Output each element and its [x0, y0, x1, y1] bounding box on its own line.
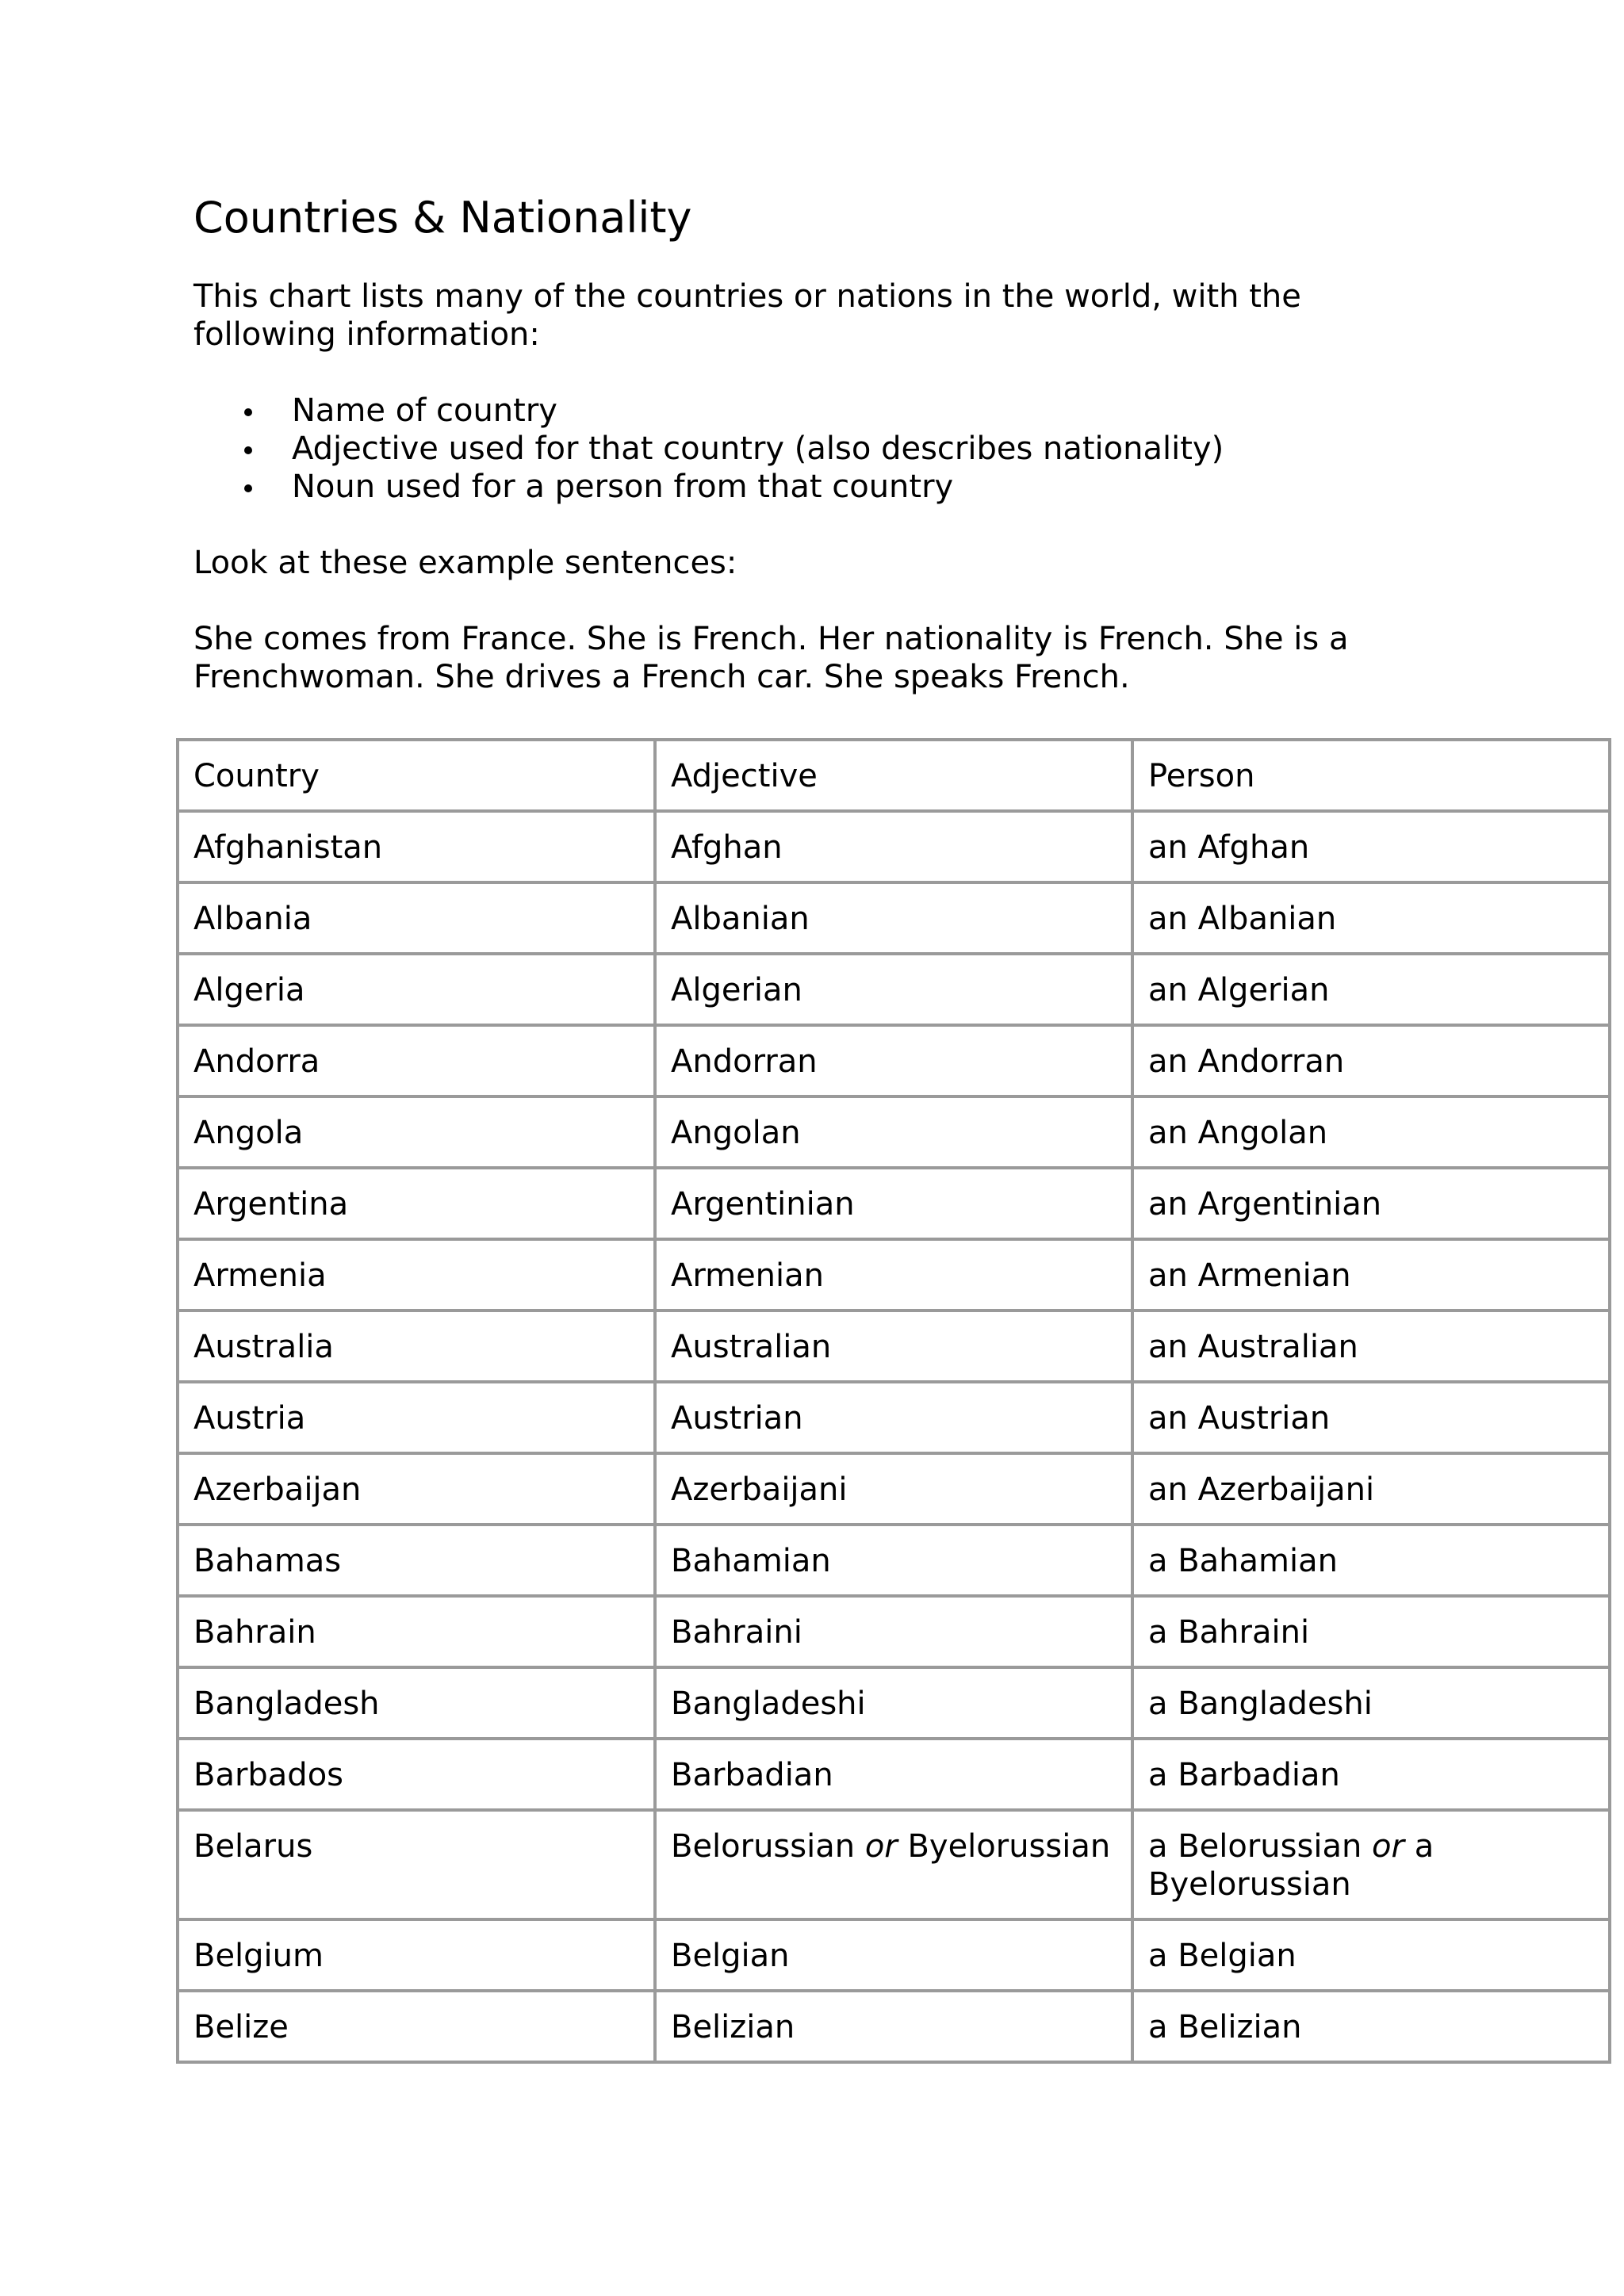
person-cell: a Bahamian [1132, 1525, 1610, 1596]
person-cell: a Barbadian [1132, 1739, 1610, 1810]
person-cell: an Algerian [1132, 954, 1610, 1025]
country-cell: Belize [178, 1991, 655, 2062]
bullet-text: Noun used for a person from that country [292, 469, 954, 505]
country-cell: Bahrain [178, 1596, 655, 1667]
header-person: Person [1132, 740, 1610, 811]
person-cell: an Argentinian [1132, 1168, 1610, 1239]
adjective-cell: Bahraini [655, 1596, 1132, 1667]
page-title: Countries & Nationality [193, 193, 692, 243]
bullet-item [193, 392, 1224, 430]
table-row [178, 1596, 1610, 1667]
table-row [178, 882, 1610, 954]
example-sentences: She comes from France. She is French. Her nationality is French. She is a Frenchwoman. She drives a French car. She speaks French. [193, 621, 1349, 695]
country-cell: Barbados [178, 1739, 655, 1810]
bullet-text: Name of country [292, 392, 557, 429]
person-cell: an Afghan [1132, 811, 1610, 882]
person-cell: an Australian [1132, 1311, 1610, 1382]
table-header-row [178, 740, 1610, 811]
table-row [178, 1919, 1610, 1991]
adjective-cell [655, 1810, 1132, 1919]
bullet-item [193, 430, 1224, 468]
table-row [178, 1025, 1610, 1096]
table-row [178, 1096, 1610, 1168]
table-row-belarus [178, 1810, 1610, 1919]
table-row [178, 1382, 1610, 1453]
country-cell: Albania [178, 882, 655, 954]
person-cell: a Bangladeshi [1132, 1667, 1610, 1739]
person-cell: a Belizian [1132, 1991, 1610, 2062]
bullet-text: Adjective used for that country (also describes nationality) [292, 430, 1224, 467]
adjective-cell: Andorran [655, 1025, 1132, 1096]
adjective-cell: Afghan [655, 811, 1132, 882]
bullet-dot-icon [244, 446, 252, 454]
info-bullet-list [193, 392, 1224, 506]
person-cell [1132, 1810, 1610, 1919]
table-row [178, 1739, 1610, 1810]
adjective-cell: Albanian [655, 882, 1132, 954]
bullet-dot-icon [244, 408, 252, 416]
table-row [178, 1453, 1610, 1525]
example-intro-text: Look at these example sentences: [193, 545, 737, 581]
table-row [178, 1311, 1610, 1382]
adjective-cell: Belgian [655, 1919, 1132, 1991]
country-cell: Angola [178, 1096, 655, 1168]
person-cell: an Armenian [1132, 1239, 1610, 1311]
country-cell: Azerbaijan [178, 1453, 655, 1525]
adjective-cell: Angolan [655, 1096, 1132, 1168]
table-row [178, 1239, 1610, 1311]
nationality-table [176, 738, 1611, 2064]
country-cell: Austria [178, 1382, 655, 1453]
table-row [178, 811, 1610, 882]
or-connector: or [1372, 1828, 1404, 1865]
or-connector: or [864, 1828, 898, 1865]
adjective-variant: Byelorussian [907, 1828, 1111, 1865]
person-cell: an Angolan [1132, 1096, 1610, 1168]
adjective-cell: Bahamian [655, 1525, 1132, 1596]
adjective-cell: Australian [655, 1311, 1132, 1382]
country-cell: Algeria [178, 954, 655, 1025]
country-cell: Australia [178, 1311, 655, 1382]
country-cell: Andorra [178, 1025, 655, 1096]
person-cell: an Azerbaijani [1132, 1453, 1610, 1525]
header-country: Country [178, 740, 655, 811]
adjective-cell: Argentinian [655, 1168, 1132, 1239]
person-cell: an Austrian [1132, 1382, 1610, 1453]
person-variant: a Byelorussian [1148, 1828, 1434, 1903]
country-cell: Argentina [178, 1168, 655, 1239]
person-cell: a Belgian [1132, 1919, 1610, 1991]
country-cell: Afghanistan [178, 811, 655, 882]
country-cell: Bangladesh [178, 1667, 655, 1739]
person-cell: a Bahraini [1132, 1596, 1610, 1667]
adjective-cell: Bangladeshi [655, 1667, 1132, 1739]
adjective-cell: Algerian [655, 954, 1132, 1025]
table-row [178, 1168, 1610, 1239]
table-row [178, 1991, 1610, 2062]
table-row [178, 1667, 1610, 1739]
country-cell: Armenia [178, 1239, 655, 1311]
country-cell: Bahamas [178, 1525, 655, 1596]
person-variant: a Belorussian [1148, 1828, 1362, 1865]
adjective-variant: Belorussian [671, 1828, 856, 1865]
adjective-cell: Armenian [655, 1239, 1132, 1311]
bullet-dot-icon [244, 484, 252, 492]
adjective-cell: Belizian [655, 1991, 1132, 2062]
adjective-cell: Austrian [655, 1382, 1132, 1453]
country-cell: Belarus [178, 1810, 655, 1919]
nationality-table-body [178, 740, 1610, 2062]
table-row [178, 1525, 1610, 1596]
person-cell: an Andorran [1132, 1025, 1610, 1096]
adjective-cell: Azerbaijani [655, 1453, 1132, 1525]
person-cell: an Albanian [1132, 882, 1610, 954]
intro-paragraph: This chart lists many of the countries or nations in the world, with the following information: [193, 278, 1301, 353]
country-cell: Belgium [178, 1919, 655, 1991]
adjective-cell: Barbadian [655, 1739, 1132, 1810]
header-adjective: Adjective [655, 740, 1132, 811]
bullet-item [193, 468, 1224, 506]
table-row [178, 954, 1610, 1025]
